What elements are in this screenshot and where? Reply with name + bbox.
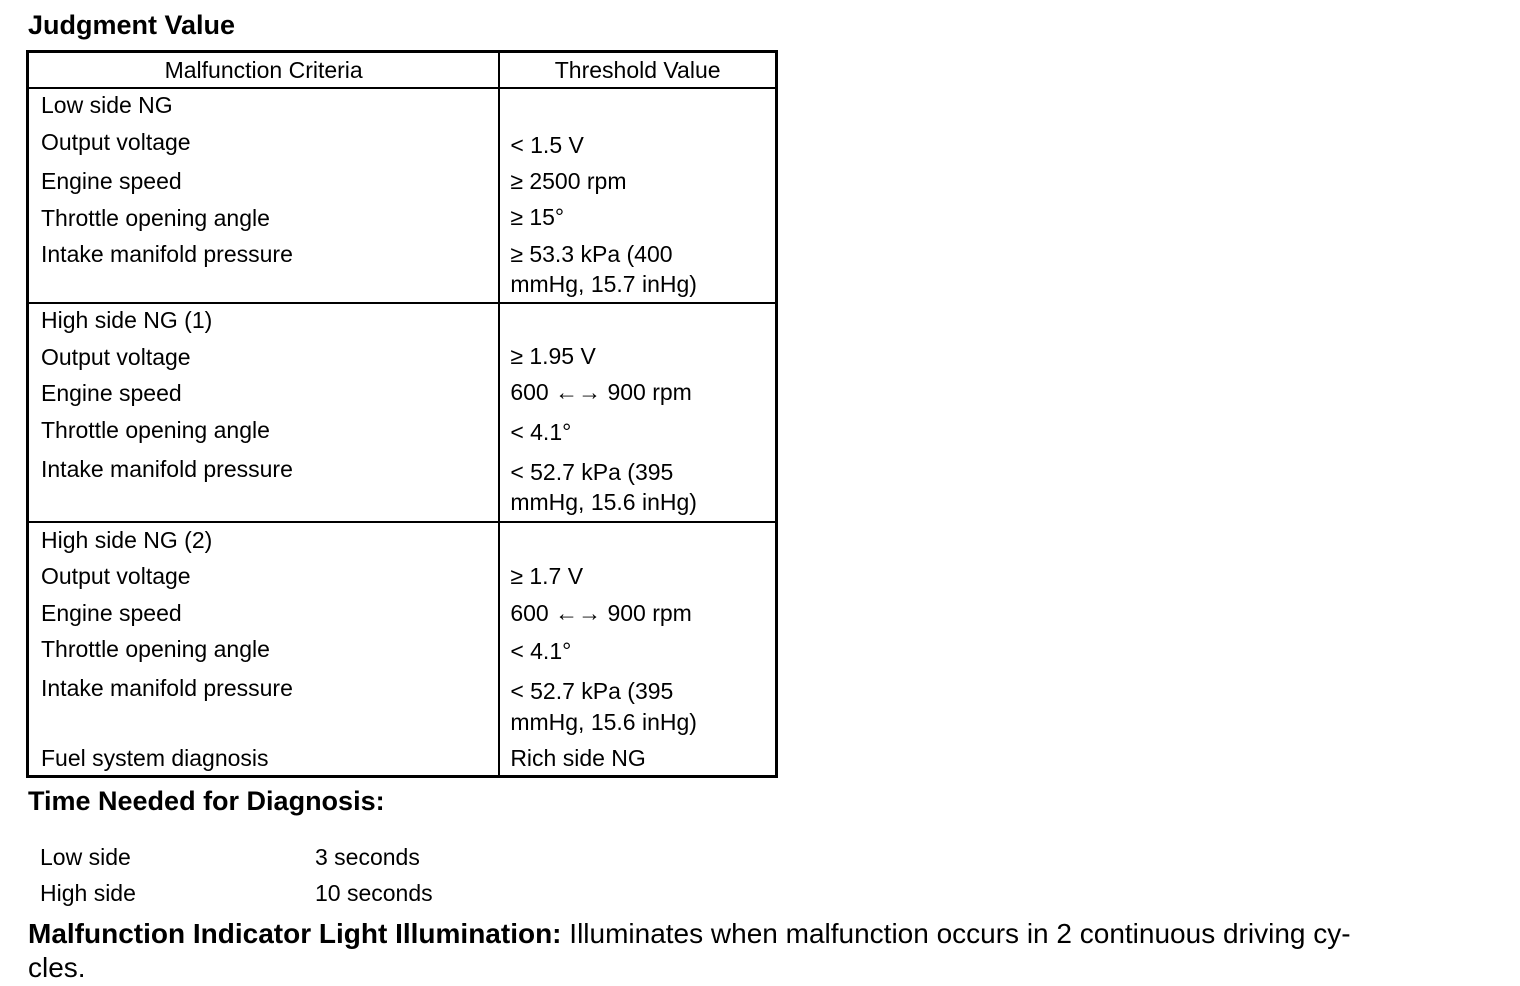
criteria-label: Output voltage — [41, 344, 191, 370]
criteria-label: Throttle opening angle — [41, 205, 270, 231]
criteria-label: Output voltage — [41, 563, 191, 589]
threshold-value: < 4.1° — [510, 419, 572, 445]
mil-text-continued: cles. — [28, 952, 86, 983]
threshold-value-continued: mmHg, 15.6 inHg) — [510, 489, 697, 515]
criteria-cell — [28, 88, 500, 303]
table-group-low-side — [28, 88, 777, 303]
threshold-value: < 52.7 kPa (395 — [510, 459, 674, 485]
threshold-value: ≥ 2500 rpm — [510, 168, 627, 194]
table-group-high-side-1 — [28, 303, 777, 522]
threshold-value: < 1.5 V — [510, 132, 584, 158]
threshold-cell — [499, 522, 776, 777]
time-label: High side — [40, 880, 136, 906]
criteria-label: Throttle opening angle — [41, 636, 270, 662]
criteria-label: Intake manifold pressure — [41, 675, 293, 701]
judgment-value-title: Judgment Value — [28, 10, 236, 40]
table-header-row — [28, 52, 777, 89]
threshold-value-continued: mmHg, 15.6 inHg) — [510, 709, 697, 735]
criteria-label: Throttle opening angle — [41, 417, 270, 443]
criteria-label: Output voltage — [41, 129, 191, 155]
mil-illumination-paragraph — [28, 917, 1478, 985]
threshold-value: ≥ 53.3 kPa (400 — [510, 241, 673, 267]
table-group-high-side-2 — [28, 522, 777, 777]
threshold-value: Rich side NG — [510, 745, 646, 771]
criteria-label: Fuel system diagnosis — [41, 745, 269, 771]
group-heading: Low side NG — [41, 92, 173, 118]
judgment-table — [26, 50, 778, 778]
time-value: 3 seconds — [315, 844, 420, 870]
time-value: 10 seconds — [315, 880, 433, 906]
threshold-cell — [499, 88, 776, 303]
threshold-value: < 4.1° — [510, 638, 572, 664]
threshold-value: ≥ 1.7 V — [510, 563, 584, 589]
group-heading: High side NG (2) — [41, 527, 213, 553]
time-label: Low side — [40, 844, 131, 870]
criteria-label: Engine speed — [41, 380, 182, 406]
mil-label: Malfunction Indicator Light Illumination: — [28, 918, 562, 949]
time-needed-title: Time Needed for Diagnosis: — [28, 786, 385, 816]
group-heading: High side NG (1) — [41, 307, 213, 333]
criteria-label: Engine speed — [41, 600, 182, 626]
criteria-cell — [28, 522, 500, 777]
threshold-value: 600 ←→ 900 rpm — [510, 600, 692, 626]
threshold-value-continued: mmHg, 15.7 inHg) — [510, 271, 697, 297]
header-malfunction-criteria: Malfunction Criteria — [28, 52, 500, 89]
threshold-cell — [499, 303, 776, 522]
criteria-label: Intake manifold pressure — [41, 456, 293, 482]
threshold-value: < 52.7 kPa (395 — [510, 678, 674, 704]
threshold-value: ≥ 1.95 V — [510, 343, 596, 369]
threshold-value: 600 ←→ 900 rpm — [510, 379, 692, 405]
criteria-cell — [28, 303, 500, 522]
header-threshold-value: Threshold Value — [499, 52, 776, 89]
criteria-label: Engine speed — [41, 168, 182, 194]
criteria-label: Intake manifold pressure — [41, 241, 293, 267]
threshold-value: ≥ 15° — [510, 204, 565, 230]
mil-text: Illuminates when malfunction occurs in 2 continuous driving cy- — [561, 918, 1351, 949]
